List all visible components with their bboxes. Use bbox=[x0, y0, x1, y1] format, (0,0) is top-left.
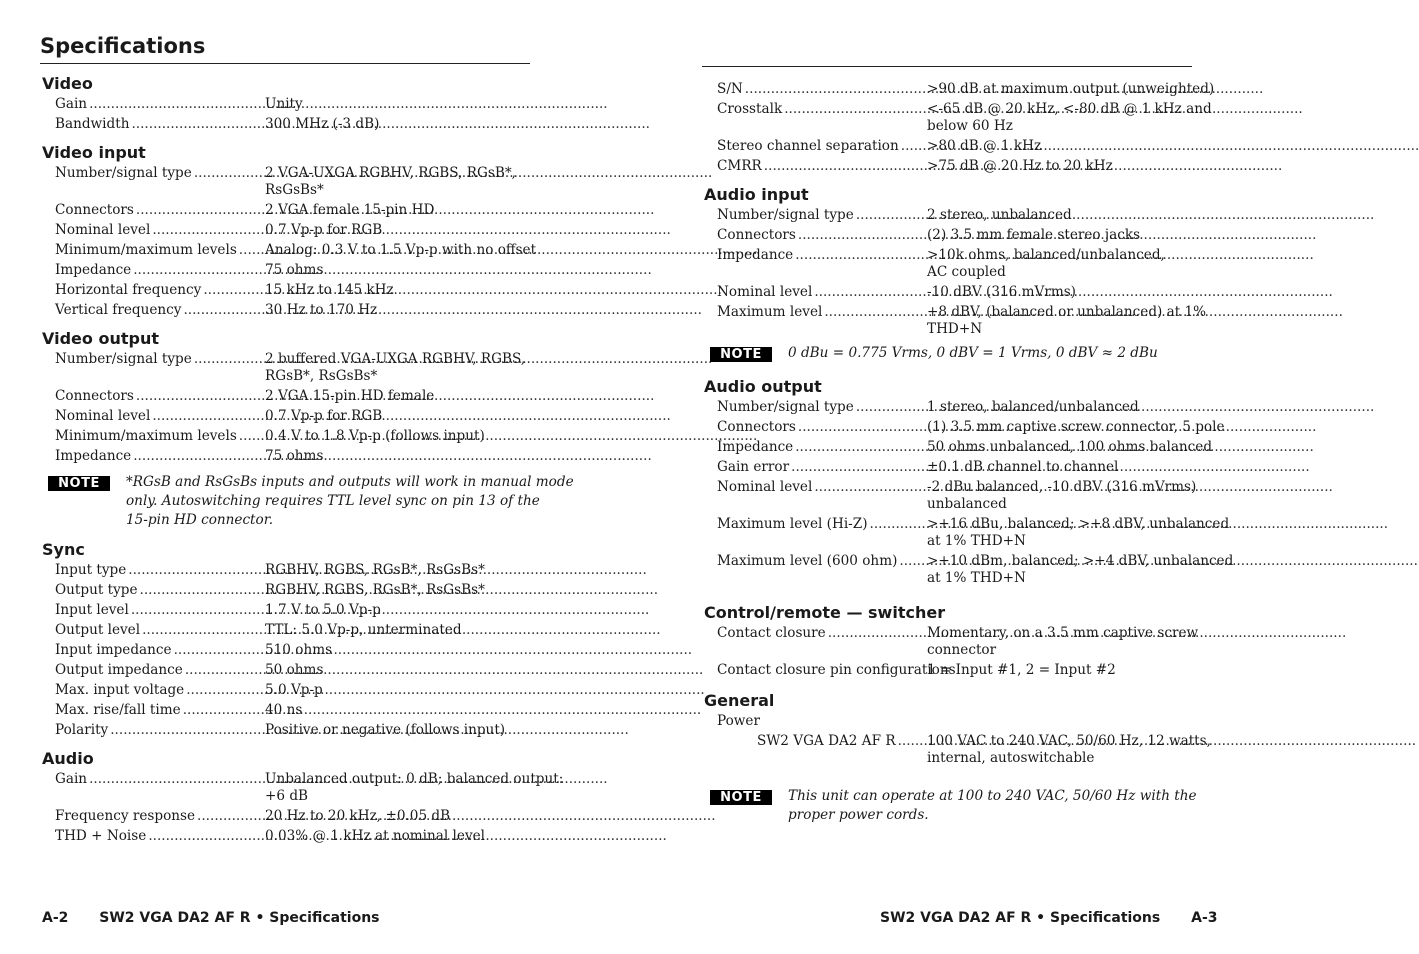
spec-label-text: Connectors bbox=[55, 202, 134, 218]
spec-value bbox=[927, 479, 1196, 513]
spec-value bbox=[265, 351, 532, 385]
spec-value bbox=[265, 282, 532, 299]
spec-value-line: RGBHV, RGBS, RGsB*, RsGsBs* bbox=[265, 562, 485, 578]
spec-row bbox=[702, 625, 1199, 659]
spec-value bbox=[265, 448, 532, 465]
spec-row bbox=[40, 428, 532, 445]
spec-value bbox=[265, 408, 532, 425]
spec-label bbox=[55, 602, 255, 619]
spec-value-line: unbalanced bbox=[927, 496, 1007, 512]
spec-label-text: CMRR bbox=[717, 158, 762, 174]
spec-value bbox=[927, 439, 1212, 456]
spec-row bbox=[40, 702, 532, 719]
spec-value-line: 2 VGA-UXGA RGBHV, RGBS, RGsB*, bbox=[265, 165, 516, 181]
spec-row bbox=[702, 284, 1194, 301]
spec-value-line: 300 MHz (-3 dB) bbox=[265, 116, 380, 132]
note-line: This unit can operate at 100 to 240 VAC, 50/60 Hz with the bbox=[788, 788, 1197, 804]
spec-row bbox=[702, 207, 1194, 224]
spec-label-text: Maximum level (Hi-Z) bbox=[717, 516, 868, 532]
spec-value-line: at 1% THD+N bbox=[927, 533, 1026, 549]
spec-label bbox=[55, 722, 255, 739]
note-line: proper power cords. bbox=[788, 807, 929, 823]
section-heading: Video bbox=[42, 74, 93, 93]
spec-label-text: Number/signal type bbox=[717, 207, 854, 223]
spec-value bbox=[265, 642, 532, 659]
spec-row bbox=[40, 388, 532, 405]
spec-row bbox=[702, 516, 1230, 550]
page-title: Specifications bbox=[40, 34, 206, 58]
spec-label bbox=[55, 702, 255, 719]
spec-row bbox=[40, 828, 532, 845]
spec-label-text: Impedance bbox=[55, 448, 132, 464]
spec-label bbox=[717, 207, 917, 224]
spec-row bbox=[40, 562, 532, 579]
spec-label bbox=[717, 625, 917, 659]
spec-value bbox=[265, 702, 532, 719]
spec-label bbox=[717, 553, 917, 587]
spec-label-text: Nominal level bbox=[55, 408, 151, 424]
spec-row bbox=[40, 302, 532, 319]
spec-row bbox=[40, 282, 532, 299]
spec-value bbox=[265, 602, 532, 619]
spec-value-line: 2 VGA female 15-pin HD bbox=[265, 202, 435, 218]
spec-label-text: Crosstalk bbox=[717, 101, 783, 117]
spec-row bbox=[40, 202, 532, 219]
spec-value bbox=[265, 116, 532, 133]
spec-row bbox=[702, 439, 1213, 456]
spec-label: Power bbox=[717, 713, 760, 729]
spec-value-line: Momentary, on a 3.5 mm captive screw bbox=[927, 625, 1199, 641]
spec-label-text: SW2 VGA DA2 AF R bbox=[757, 733, 896, 749]
spec-value-line: 50 ohms bbox=[265, 662, 324, 678]
spec-value-line: 2 stereo, unbalanced bbox=[927, 207, 1072, 223]
control-section bbox=[702, 603, 1199, 679]
note-line: 0 dBu = 0.775 Vrms, 0 dBV = 1 Vrms, 0 dBV ≈ 2 dBu bbox=[788, 345, 1158, 361]
spec-label bbox=[55, 222, 255, 239]
spec-row bbox=[40, 116, 532, 133]
page-number: A-2 bbox=[42, 910, 69, 926]
note-dbu bbox=[702, 344, 1194, 363]
spec-row bbox=[702, 227, 1194, 244]
spec-value bbox=[265, 388, 532, 405]
spec-label-text: Gain bbox=[55, 771, 88, 787]
spec-label bbox=[757, 733, 917, 767]
spec-value bbox=[265, 428, 532, 445]
section-heading: Video input bbox=[42, 143, 146, 162]
spec-value-line: connector bbox=[927, 642, 997, 658]
spec-value-line: 0.7 Vp-p for RGB bbox=[265, 222, 383, 238]
spec-value bbox=[265, 562, 532, 579]
note-line: *RGsB and RsGsBs inputs and outputs will work in manual mode bbox=[126, 474, 574, 490]
spec-label bbox=[717, 227, 917, 244]
spec-value-line: +8 dBV, (balanced or unbalanced) at 1% bbox=[927, 304, 1207, 320]
footer-title: SW2 VGA DA2 AF R • Specifications bbox=[880, 910, 1161, 926]
spec-label bbox=[55, 351, 255, 385]
spec-label-text: Gain bbox=[55, 96, 88, 112]
spec-row bbox=[702, 479, 1197, 513]
spec-label bbox=[55, 282, 255, 299]
spec-row bbox=[702, 459, 1194, 476]
spec-label bbox=[717, 419, 917, 436]
note-badge: NOTE bbox=[710, 347, 772, 362]
spec-value bbox=[265, 242, 536, 259]
spec-label-text: Nominal level bbox=[717, 284, 813, 300]
spec-value bbox=[265, 262, 532, 279]
spec-row bbox=[702, 247, 1194, 281]
note-line: 15-pin HD connector. bbox=[126, 512, 274, 528]
audio-output-section bbox=[702, 377, 1234, 587]
power-model-row bbox=[702, 733, 1211, 767]
spec-label-text: Max. rise/fall time bbox=[55, 702, 181, 718]
spec-label bbox=[55, 262, 255, 279]
spec-row bbox=[702, 399, 1194, 416]
spec-label-text: Max. input voltage bbox=[55, 682, 185, 698]
note-text bbox=[126, 473, 574, 530]
spec-label bbox=[717, 439, 917, 456]
spec-label bbox=[717, 459, 917, 476]
spec-label-text: Frequency response bbox=[55, 808, 196, 824]
spec-label bbox=[55, 562, 255, 579]
power-row bbox=[702, 713, 1194, 730]
left-page bbox=[40, 32, 574, 848]
spec-value bbox=[265, 202, 532, 219]
spec-value-line: 2 VGA 15-pin HD female bbox=[265, 388, 435, 404]
spec-row bbox=[40, 582, 532, 599]
spec-label bbox=[717, 304, 917, 338]
spec-value-line: (1) 3.5 mm captive screw connector, 5 pole bbox=[927, 419, 1225, 435]
spec-label bbox=[55, 165, 255, 199]
spec-label-text: S/N bbox=[717, 81, 743, 97]
spec-value bbox=[927, 101, 1212, 135]
section-heading: General bbox=[704, 691, 775, 710]
spec-label bbox=[717, 247, 917, 281]
spec-label bbox=[55, 662, 255, 679]
spec-label bbox=[55, 116, 255, 133]
spec-value-line: THD+N bbox=[927, 321, 983, 337]
spec-label-text: Input impedance bbox=[55, 642, 172, 658]
note-power bbox=[702, 787, 1197, 825]
title-rule bbox=[40, 63, 530, 64]
spec-label-text: Input type bbox=[55, 562, 127, 578]
spec-value bbox=[927, 733, 1211, 767]
spec-value-line: >75 dB @ 20 Hz to 20 kHz bbox=[927, 158, 1113, 174]
spec-value-line: 50 ohms unbalanced, 100 ohms balanced bbox=[927, 439, 1213, 455]
spec-value-line: -10 dBV (316 mVrms) bbox=[927, 284, 1076, 300]
spec-value-line: 1.7 V to 5.0 Vp-p bbox=[265, 602, 381, 618]
note-text bbox=[788, 344, 1158, 363]
spec-label bbox=[55, 582, 255, 599]
spec-value bbox=[265, 682, 532, 699]
spec-label-text: Minimum/maximum levels bbox=[55, 242, 237, 258]
footer-title: SW2 VGA DA2 AF R • Specifications bbox=[99, 910, 380, 926]
spec-label bbox=[55, 96, 255, 113]
spec-value bbox=[927, 625, 1198, 659]
spec-value-line: >+10 dBm, balanced; >+4 dBV, unbalanced bbox=[927, 553, 1234, 569]
spec-value bbox=[927, 81, 1214, 98]
spec-row bbox=[40, 262, 532, 279]
note-badge: NOTE bbox=[710, 790, 772, 805]
spec-label-text: Impedance bbox=[717, 247, 794, 263]
spec-label-text: Number/signal type bbox=[717, 399, 854, 415]
spec-label-text: Gain error bbox=[717, 459, 790, 475]
spec-value-line: 75 ohms bbox=[265, 448, 324, 464]
spec-value-line: ±0.1 dB channel to channel bbox=[927, 459, 1119, 475]
spec-label-text: Contact closure pin configurations bbox=[717, 662, 956, 678]
spec-label-text: Maximum level (600 ohm) bbox=[717, 553, 898, 569]
spec-label-text: Connectors bbox=[55, 388, 134, 404]
spec-value-line: 1 stereo, balanced/unbalanced bbox=[927, 399, 1139, 415]
spec-row bbox=[40, 96, 532, 113]
spec-value bbox=[927, 227, 1194, 244]
spec-value-line: internal, autoswitchable bbox=[927, 750, 1095, 766]
audio-input-section bbox=[702, 185, 1207, 338]
section-heading: Control/remote — switcher bbox=[704, 603, 946, 622]
spec-value bbox=[265, 828, 532, 845]
spec-label-text: Number/signal type bbox=[55, 351, 192, 367]
note-text bbox=[788, 787, 1197, 825]
spec-label-text: Input level bbox=[55, 602, 129, 618]
spec-label bbox=[717, 662, 956, 679]
spec-value bbox=[927, 516, 1229, 550]
sync-section bbox=[40, 540, 532, 739]
spec-label bbox=[717, 479, 917, 513]
spec-value bbox=[265, 808, 532, 825]
spec-row bbox=[40, 408, 532, 425]
spec-label bbox=[55, 622, 255, 639]
spec-value-line: >90 dB at maximum output (unweighted) bbox=[927, 81, 1215, 97]
note-line: only. Autoswitching requires TTL level sync on pin 13 of the bbox=[126, 493, 540, 509]
spec-label-text: Bandwidth bbox=[55, 116, 130, 132]
spec-row bbox=[40, 242, 537, 259]
spec-label bbox=[55, 388, 255, 405]
spec-value bbox=[927, 207, 1194, 224]
spec-value-line: at 1% THD+N bbox=[927, 570, 1026, 586]
spec-value-line: 75 ohms bbox=[265, 262, 324, 278]
spec-label-text: Horizontal frequency bbox=[55, 282, 202, 298]
spec-row bbox=[40, 662, 532, 679]
spec-value-line: RsGsBs* bbox=[265, 182, 324, 198]
spec-label bbox=[55, 202, 255, 219]
spec-row bbox=[40, 602, 532, 619]
video-section bbox=[40, 74, 532, 133]
spec-row bbox=[40, 351, 532, 385]
section-heading: Video output bbox=[42, 329, 159, 348]
spec-value-line: +6 dB bbox=[265, 788, 309, 804]
page-number: A-3 bbox=[1191, 910, 1218, 926]
spec-row bbox=[40, 222, 532, 239]
video-output-section bbox=[40, 329, 532, 465]
spec-row bbox=[702, 419, 1225, 436]
spec-value-line: 40 ns bbox=[265, 702, 303, 718]
spec-value bbox=[927, 284, 1194, 301]
spec-value bbox=[265, 722, 532, 739]
spec-label bbox=[55, 428, 255, 445]
spec-value bbox=[265, 302, 532, 319]
spec-value-line: RGsB*, RsGsBs* bbox=[265, 368, 378, 384]
spec-row bbox=[40, 165, 532, 199]
spec-label bbox=[717, 158, 917, 175]
spec-label-text: Maximum level bbox=[717, 304, 823, 320]
spec-label bbox=[717, 399, 917, 416]
spec-label bbox=[55, 408, 255, 425]
spec-value-line: 0.7 Vp-p for RGB bbox=[265, 408, 383, 424]
section-heading: Audio output bbox=[704, 377, 822, 396]
spec-label bbox=[717, 138, 917, 155]
spec-row bbox=[702, 553, 1234, 587]
spec-value-line: 2 buffered VGA-UXGA RGBHV, RGBS, bbox=[265, 351, 526, 367]
spec-value-line: 0.03% @ 1 kHz at nominal level bbox=[265, 828, 486, 844]
spec-value-line: below 60 Hz bbox=[927, 118, 1013, 134]
spec-label-text: Output impedance bbox=[55, 662, 183, 678]
spec-value-line: >10k ohms, balanced/unbalanced, bbox=[927, 247, 1165, 263]
note-badge: NOTE bbox=[48, 476, 110, 491]
spec-label-text: Minimum/maximum levels bbox=[55, 428, 237, 444]
spec-value-line: (2) 3.5 mm female stereo jacks bbox=[927, 227, 1141, 243]
spec-value-line: 1 = Input #1, 2 = Input #2 bbox=[927, 662, 1116, 678]
spec-value-line: 15 kHz to 145 kHz bbox=[265, 282, 394, 298]
spec-label bbox=[55, 828, 255, 845]
spec-label bbox=[55, 771, 255, 805]
spec-label-text: Nominal level bbox=[55, 222, 151, 238]
spec-row bbox=[702, 138, 1194, 155]
spec-row bbox=[40, 642, 532, 659]
spec-row bbox=[40, 622, 532, 639]
spec-value-line: 5.0 Vp-p bbox=[265, 682, 323, 698]
spec-label-text: Impedance bbox=[55, 262, 132, 278]
spec-label-text: Polarity bbox=[55, 722, 109, 738]
spec-label bbox=[55, 642, 255, 659]
spec-value bbox=[927, 247, 1194, 281]
spec-value bbox=[265, 582, 532, 599]
spec-row bbox=[40, 722, 532, 739]
spec-value-line: 20 Hz to 20 kHz, ±0.05 dB bbox=[265, 808, 451, 824]
spec-value-line: Analog: 0.3 V to 1.5 Vp-p with no offset bbox=[265, 242, 537, 258]
section-heading: Audio input bbox=[704, 185, 809, 204]
spec-value bbox=[927, 419, 1225, 436]
spec-value bbox=[265, 96, 532, 113]
spec-value-line: >80 dB @ 1 kHz bbox=[927, 138, 1042, 154]
spec-value-line: 100 VAC to 240 VAC, 50/60 Hz, 12 watts, bbox=[927, 733, 1211, 749]
audio-continued-section bbox=[702, 81, 1215, 175]
spec-label bbox=[717, 101, 917, 135]
spec-label-text: Impedance bbox=[717, 439, 794, 455]
spec-value-line: -2 dBu balanced, -10 dBV (316 mVrms) bbox=[927, 479, 1197, 495]
spec-label bbox=[717, 284, 917, 301]
spec-value-line: 30 Hz to 170 Hz bbox=[265, 302, 378, 318]
top-rule bbox=[702, 66, 1192, 67]
spec-label-text: Connectors bbox=[717, 419, 796, 435]
spec-value-line: 0.4 V to 1.8 Vp-p (follows input) bbox=[265, 428, 485, 444]
spec-label-text: THD + Noise bbox=[55, 828, 147, 844]
spec-value bbox=[927, 662, 1194, 679]
spec-label-text: Connectors bbox=[717, 227, 796, 243]
spec-value bbox=[927, 138, 1194, 155]
spec-row bbox=[702, 304, 1207, 338]
spec-value bbox=[927, 553, 1233, 587]
spec-label-text: Nominal level bbox=[717, 479, 813, 495]
audio-section bbox=[40, 749, 564, 845]
spec-value-line: 510 ohms bbox=[265, 642, 333, 658]
spec-row bbox=[40, 448, 532, 465]
spec-label-text: Contact closure bbox=[717, 625, 826, 641]
spec-value-line: TTL: 5.0 Vp-p, unterminated bbox=[265, 622, 462, 638]
spec-value bbox=[927, 158, 1194, 175]
spec-value bbox=[927, 399, 1194, 416]
spec-value bbox=[265, 222, 532, 239]
section-heading: Sync bbox=[42, 540, 85, 559]
spec-label bbox=[717, 516, 917, 550]
spec-label bbox=[55, 448, 255, 465]
spec-label bbox=[55, 242, 255, 259]
spec-label bbox=[55, 302, 255, 319]
spec-value bbox=[927, 304, 1206, 338]
spec-row bbox=[40, 771, 564, 805]
spec-value-line: Unbalanced output: 0 dB; balanced output: bbox=[265, 771, 564, 787]
spec-value-line: Unity bbox=[265, 96, 303, 112]
spec-label bbox=[55, 682, 255, 699]
footer-right bbox=[880, 910, 1218, 926]
spec-value-line: >+16 dBu, balanced; >+8 dBV, unbalanced bbox=[927, 516, 1230, 532]
spec-row bbox=[702, 662, 1194, 679]
spec-row bbox=[702, 101, 1212, 135]
spec-value bbox=[265, 622, 532, 639]
spec-label-text: Number/signal type bbox=[55, 165, 192, 181]
spec-row bbox=[702, 81, 1215, 98]
footer-left bbox=[42, 910, 380, 926]
spec-label-text: Stereo channel separation bbox=[717, 138, 899, 154]
spec-label bbox=[717, 81, 917, 98]
spec-row bbox=[40, 682, 532, 699]
spec-value bbox=[265, 165, 532, 199]
spec-row bbox=[40, 808, 532, 825]
spec-value-line: <-65 dB @ 20 kHz, <-80 dB @ 1 kHz and bbox=[927, 101, 1212, 117]
spec-value-line: AC coupled bbox=[927, 264, 1006, 280]
spec-row bbox=[702, 158, 1194, 175]
spec-value bbox=[927, 459, 1194, 476]
right-page bbox=[702, 32, 1234, 825]
general-section bbox=[702, 691, 1211, 767]
video-input-section bbox=[40, 143, 537, 319]
spec-value-line: Positive or negative (follows input) bbox=[265, 722, 506, 738]
note-rgsb bbox=[40, 473, 574, 530]
spec-label-text: Output level bbox=[55, 622, 141, 638]
spec-value-line: RGBHV, RGBS, RGsB*, RsGsBs* bbox=[265, 582, 485, 598]
section-heading: Audio bbox=[42, 749, 94, 768]
spec-label-text: Vertical frequency bbox=[55, 302, 182, 318]
spec-label-text: Output type bbox=[55, 582, 138, 598]
spec-value bbox=[265, 662, 532, 679]
spec-value bbox=[265, 771, 563, 805]
spec-label bbox=[55, 808, 255, 825]
